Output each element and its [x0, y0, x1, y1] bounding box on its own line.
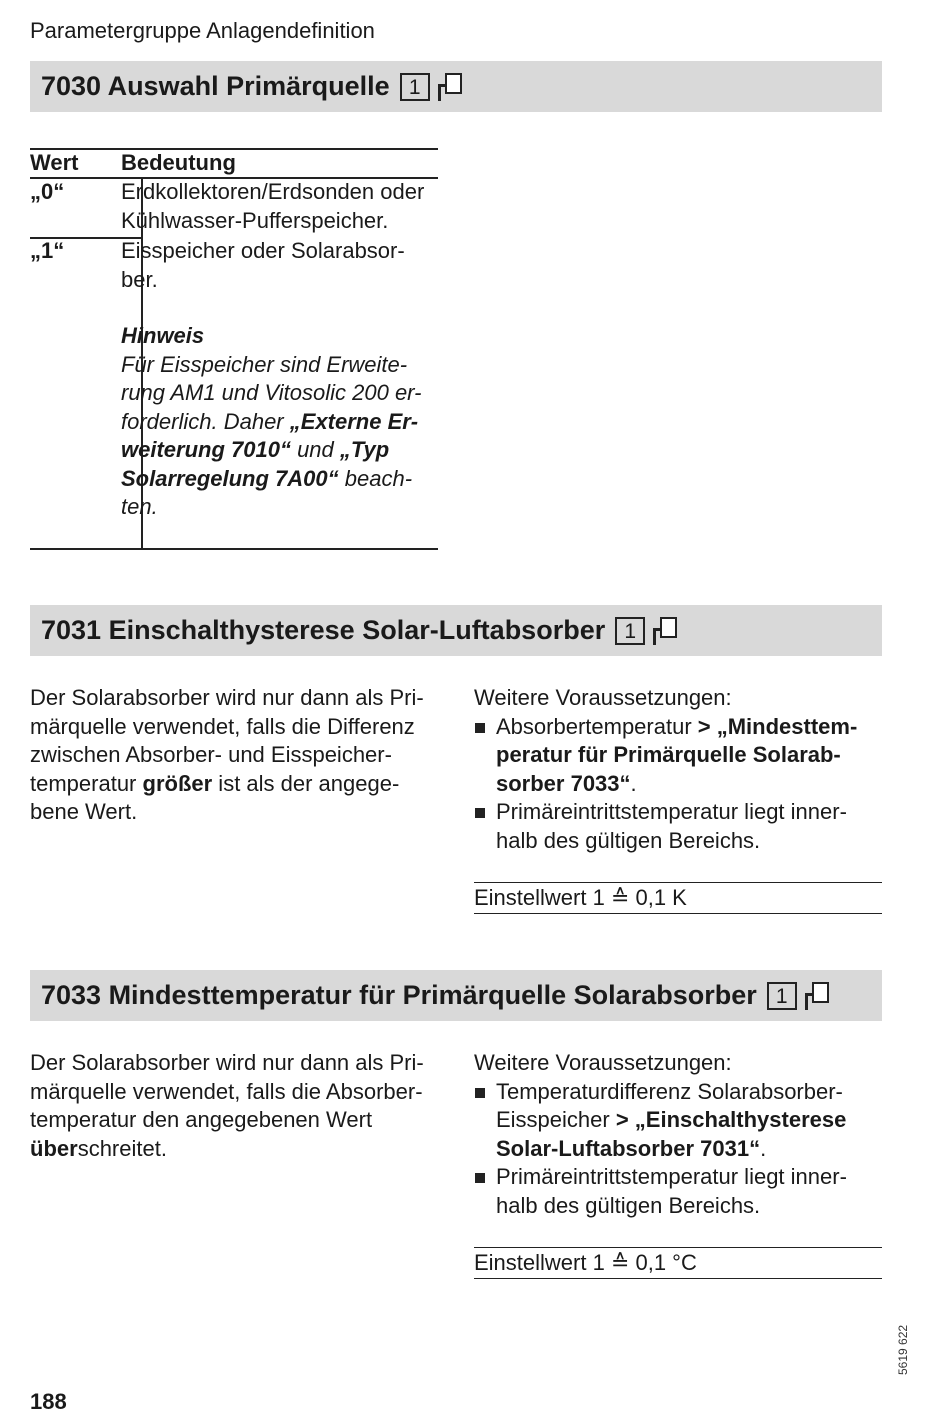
section-title: 7030 Auswahl Primärquelle — [41, 71, 390, 101]
section-heading-7030 — [30, 61, 882, 112]
page-number: 188 — [30, 1389, 67, 1414]
document-sheet-icon — [438, 73, 464, 101]
setting-value-7031: Einstellwert 1 ≙ 0,1 K — [474, 882, 882, 914]
table-value-1: „1“ — [30, 238, 65, 263]
running-header: Parametergruppe Anlagendefinition — [30, 18, 375, 43]
table-meaning-1: Eisspeicher oder Solarabsor- ber. — [121, 238, 405, 292]
access-level-badge: 1 — [615, 617, 645, 645]
document-sheet-icon — [653, 617, 679, 645]
section-title: 7031 Einschalthysterese Solar-Luftabsorber — [41, 615, 606, 645]
document-sheet-icon — [805, 982, 831, 1010]
requirements-heading: Weitere Voraussetzungen: — [474, 1050, 732, 1075]
table-header-meaning: Bedeutung — [121, 150, 236, 175]
table-header-value: Wert — [30, 150, 79, 175]
setting-value-7033: Einstellwert 1 ≙ 0,1 °C — [474, 1247, 882, 1279]
note-heading: Hinweis — [121, 323, 205, 348]
list-item: Primäreintrittstemperatur liegt inner- halb des gültigen Bereichs. — [474, 1163, 884, 1220]
section-heading-7033 — [30, 970, 882, 1021]
access-level-badge: 1 — [400, 73, 430, 101]
requirements-7033 — [474, 1049, 884, 1220]
requirements-7031 — [474, 684, 884, 855]
description-7031: Der Solarabsorber wird nur dann als Pri- märquelle verwendet, falls die Differenz zwischen Absorber- und Eisspeicher- temperatur größer ist als der angege- bene Wert. — [30, 685, 424, 824]
section-heading-7031 — [30, 605, 882, 656]
access-level-badge: 1 — [767, 982, 797, 1010]
description-7033: Der Solarabsorber wird nur dann als Pri- märquelle verwendet, falls die Absorber- temperatur den angegebenen Wert überschreitet. — [30, 1050, 424, 1161]
list-item: Absorbertemperatur > „Mindesttem- peratur für Primärquelle Solarab- sorber 7033“. — [474, 713, 884, 799]
list-item: Temperaturdifferenz Solarabsorber- Eisspeicher > „Einschalthysterese Solar-Luftabsorber 7031“. — [474, 1078, 884, 1164]
table-meaning-0: Erdkollektoren/Erdsonden oder Kühlwasser-Pufferspeicher. — [121, 179, 425, 233]
document-code: 5619 622 — [896, 1324, 910, 1375]
section-title: 7033 Mindesttemperatur für Primärquelle Solarabsorber — [41, 980, 757, 1010]
table-value-0: „0“ — [30, 179, 65, 204]
list-item: Primäreintrittstemperatur liegt inner- halb des gültigen Bereichs. — [474, 798, 884, 855]
requirements-heading: Weitere Voraussetzungen: — [474, 685, 732, 710]
note-block: Hinweis Für Eisspeicher sind Erweite- rung AM1 und Vitosolic 200 er- forderlich. Daher „Externe Er- weiterung 7010“ und „Typ Solarregelung 7A00“ beach- ten. — [121, 322, 441, 522]
